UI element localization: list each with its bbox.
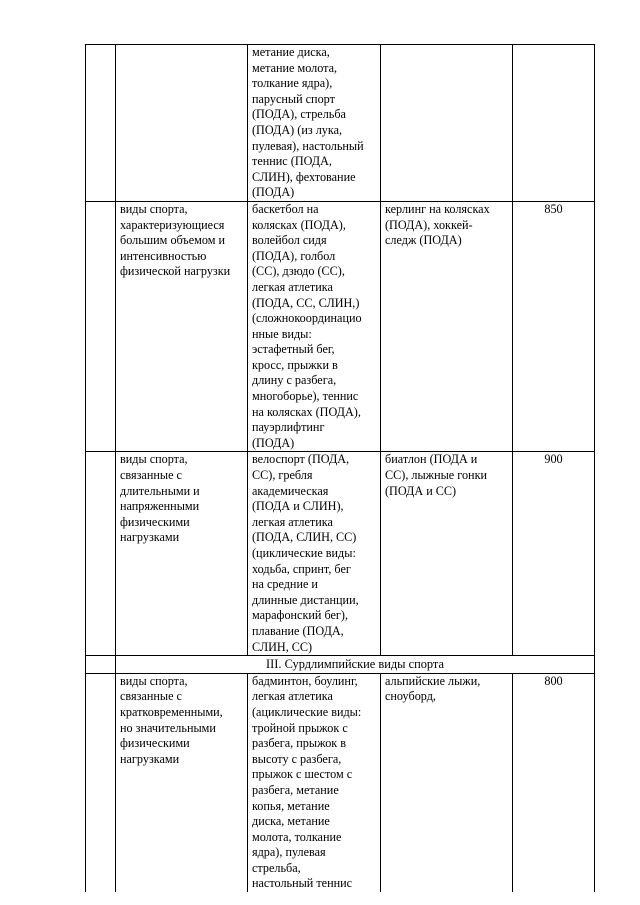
row-number-cell xyxy=(86,656,116,674)
sports-table xyxy=(85,44,595,892)
winter-sports-text: альпийские лыжи, сноуборд, xyxy=(385,673,481,704)
summer-sports-text: бадминтон, боулинг, легкая атлетика (ациклические виды: тройной прыжок с разбега, прыжок в высоту с разбега, прыжок с шестом с разбега, метание копья, метание диска, метание молота, толкание ядра), пулевая стрельба, настольный теннис xyxy=(252,673,362,891)
section-title-cell xyxy=(116,656,595,674)
winter-sports-text: биатлон (ПОДА и СС), лыжные гонки (ПОДА и СС) xyxy=(385,452,488,498)
summer-sports-cell xyxy=(248,452,381,656)
summer-sports-text: баскетбол на колясках (ПОДА), волейбол сидя (ПОДА), голбол (СС), дзюдо (СС), легкая атлетика (ПОДА, СС, СЛИН,) (сложнокоординацио нные виды: эстафетный бег, кросс, прыжки в длину с разбега, многоборье), теннис на колясках (ПОДА), пауэрлифтинг (ПОДА) xyxy=(252,201,362,450)
summer-sports-cell xyxy=(248,45,381,202)
winter-sports-cell xyxy=(381,452,513,656)
summer-sports-cell xyxy=(248,673,381,892)
table-row xyxy=(86,45,595,202)
row-number-cell xyxy=(86,673,116,892)
table-row xyxy=(86,452,595,656)
winter-sports-cell xyxy=(381,201,513,452)
sport-type-cell xyxy=(116,452,248,656)
value-cell xyxy=(513,452,595,656)
row-number-cell xyxy=(86,45,116,202)
table-row xyxy=(86,673,595,892)
value-cell xyxy=(513,45,595,202)
winter-sports-cell xyxy=(381,45,513,202)
table-row xyxy=(86,201,595,452)
sport-type-cell xyxy=(116,673,248,892)
value-cell xyxy=(513,201,595,452)
value-text: 900 xyxy=(544,452,563,467)
summer-sports-cell xyxy=(248,201,381,452)
value-text: 850 xyxy=(544,201,563,216)
sport-type-text: виды спорта, связанные с длительными и напряженными физическими нагрузками xyxy=(120,452,200,545)
section-header-row xyxy=(86,656,595,674)
section-title: III. Сурдлимпийские виды спорта xyxy=(266,657,444,672)
sport-type-text: виды спорта, связанные с кратковременными, но значительными физическими нагрузками xyxy=(120,673,223,766)
sport-type-cell xyxy=(116,201,248,452)
value-text: 800 xyxy=(544,673,563,688)
sport-type-cell xyxy=(116,45,248,202)
row-number-cell xyxy=(86,201,116,452)
winter-sports-cell xyxy=(381,673,513,892)
summer-sports-text: метание диска, метание молота, толкание ядра), парусный спорт (ПОДА), стрельба (ПОДА) (из лука, пулевая), настольный теннис (ПОДА, СЛИН), фехтование (ПОДА) xyxy=(252,45,364,200)
row-number-cell xyxy=(86,452,116,656)
summer-sports-text: велоспорт (ПОДА, СС), гребля академическая (ПОДА и СЛИН), легкая атлетика (ПОДА, СЛИН, СС) (циклические виды: ходьба, спринт, бег на средние и длинные дистанции, марафонский бег), плавание (ПОДА, СЛИН, СС) xyxy=(252,452,359,654)
value-cell xyxy=(513,673,595,892)
winter-sports-text: керлинг на колясках (ПОДА), хоккей- следж (ПОДА) xyxy=(385,201,490,248)
sport-type-text: виды спорта, характеризующиеся большим объемом и интенсивностью физической нагрузки xyxy=(120,201,231,279)
